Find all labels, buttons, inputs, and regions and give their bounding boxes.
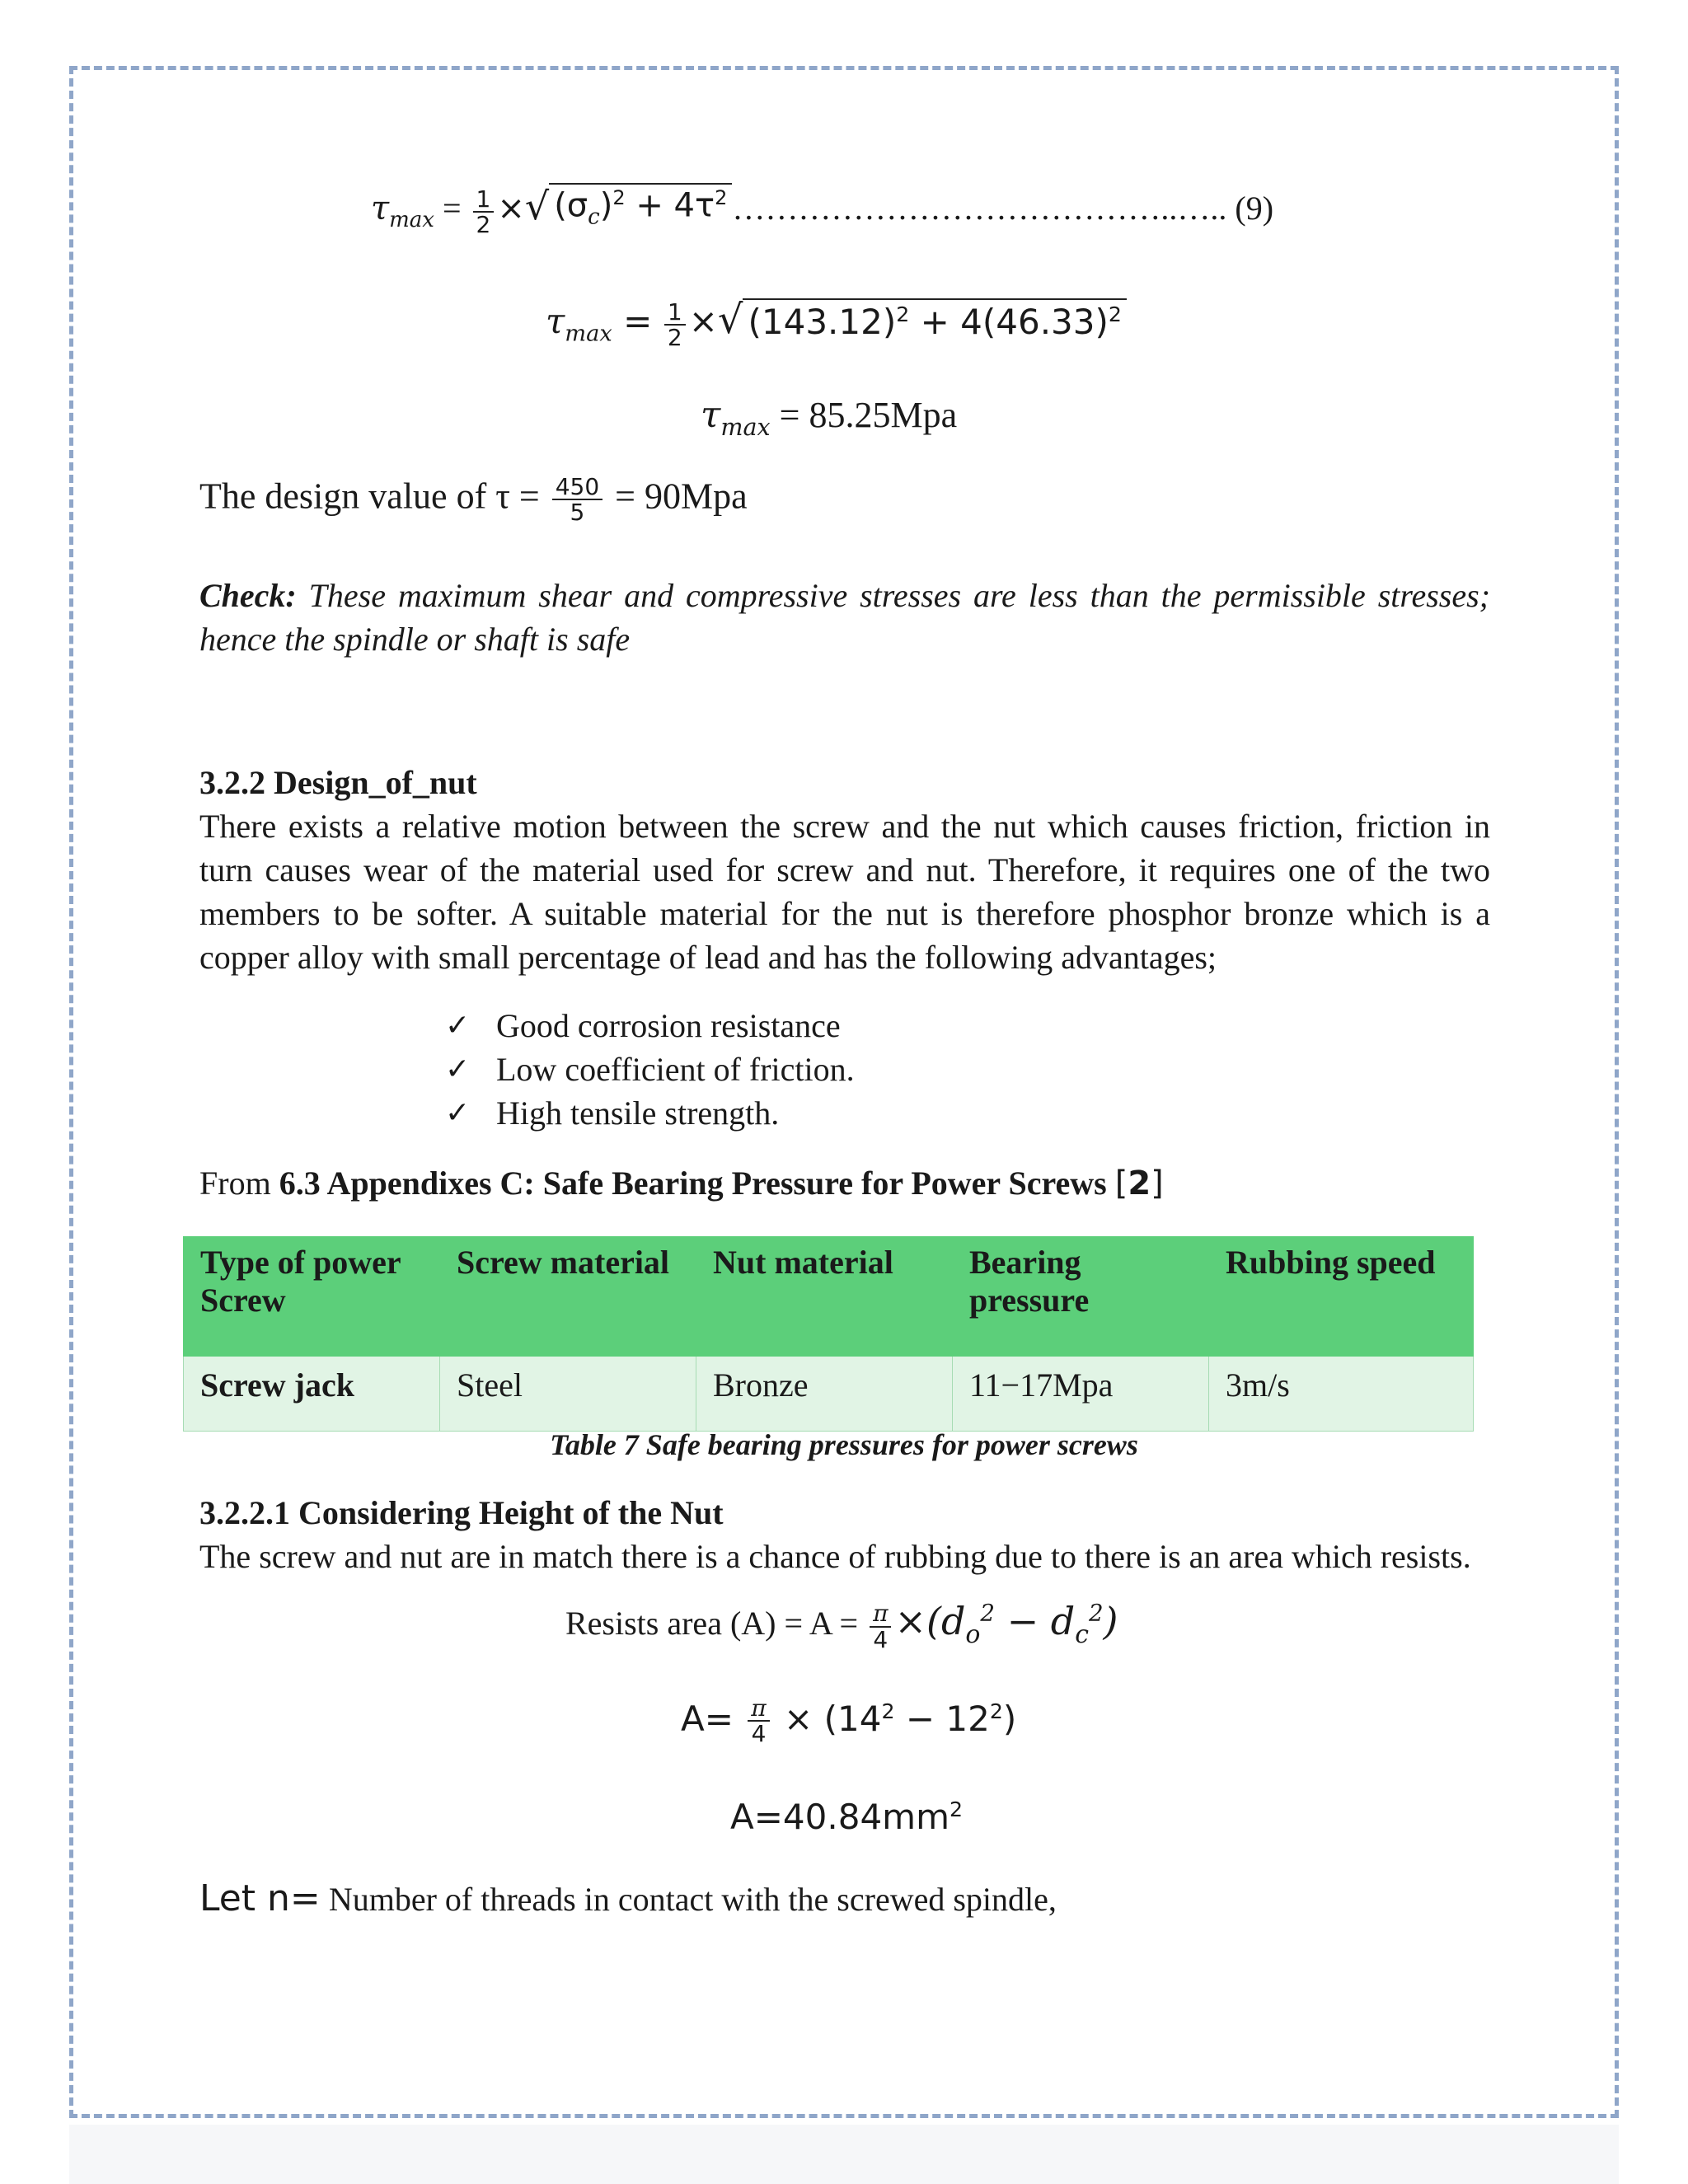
header-label: Type of power Screw: [200, 1244, 401, 1319]
cell-screw-material: Steel: [440, 1357, 696, 1432]
area-label: Resists area (A) = A =: [565, 1605, 859, 1642]
equation-tau-result: [701, 394, 957, 441]
fraction-denominator: 4: [751, 1720, 767, 1748]
fraction-denominator: 5: [570, 499, 585, 527]
radicand-paren-close: ): [599, 186, 613, 225]
checkmark-icon: ✓: [445, 1009, 471, 1043]
let-n-line: [199, 1877, 1057, 1919]
area2-exponent-a: 2: [881, 1699, 895, 1723]
fraction: [748, 1696, 769, 1746]
table-row: [184, 1357, 1474, 1432]
radicand-exponent-a: 2: [612, 186, 626, 209]
fraction-numerator: 450: [552, 475, 603, 500]
citation-bracket-open: [: [1114, 1165, 1128, 1202]
header-nut-material: [696, 1237, 953, 1357]
fraction: [473, 187, 495, 237]
radicand-term-a: (143.12): [748, 301, 897, 342]
fraction-numerator: π: [748, 1696, 769, 1722]
header-bearing-pressure: [953, 1237, 1209, 1357]
fraction-denominator: 4: [873, 1625, 889, 1653]
advantage-text: Good corrosion resistance: [496, 1007, 841, 1044]
tau-symbol: τ: [371, 190, 390, 228]
area-expression: [894, 1599, 1118, 1650]
section-heading-height-of-nut: 3.2.2.1 Considering Height of the Nut: [199, 1494, 724, 1531]
tau-subscript: max: [565, 321, 612, 347]
header-label: Nut material: [713, 1244, 893, 1281]
design-value-result: = 90Mpa: [615, 476, 748, 517]
tau-symbol: τ: [701, 394, 721, 436]
area2-exponent-b: 2: [989, 1699, 1003, 1723]
header-label: Screw material: [457, 1244, 670, 1281]
check-paragraph: [199, 574, 1490, 661]
area-expr-minus: − d: [994, 1599, 1076, 1643]
tau-subscript: max: [720, 412, 771, 441]
sigma-subscript: c: [588, 204, 600, 230]
equation-9: [371, 183, 1273, 237]
checkmark-icon: ✓: [445, 1096, 471, 1130]
list-item: [445, 1047, 855, 1091]
fraction: [870, 1601, 891, 1652]
area-expr-open: ×(d: [894, 1599, 966, 1643]
appendix-title: 6.3 Appendixes C: Safe Bearing Pressure for Power Screws: [279, 1165, 1115, 1202]
radicand-exponent-a: 2: [896, 302, 910, 326]
area-expr-close: ): [1103, 1599, 1118, 1643]
advantage-text: Low coefficient of friction.: [496, 1051, 855, 1088]
header-label: Rubbing speed: [1226, 1244, 1436, 1281]
tau-result-value: = 85.25Mpa: [770, 395, 958, 435]
appendix-reference: [199, 1164, 1164, 1202]
radicand: [743, 298, 1126, 342]
cell-rubbing-speed: 3m/s: [1209, 1357, 1474, 1432]
equation-resisting-area: [565, 1599, 1118, 1652]
page-bottom-margin: [69, 2125, 1619, 2184]
appendix-prefix: From: [199, 1165, 279, 1202]
outer-diameter-exponent: 2: [980, 1599, 995, 1627]
list-item: [445, 1004, 855, 1047]
check-label: Check:: [199, 577, 297, 614]
area-result-exponent: 2: [950, 1797, 964, 1821]
fraction-denominator: 2: [667, 324, 682, 352]
tau-symbol: τ: [546, 301, 565, 341]
times-sign: ×: [497, 190, 525, 228]
design-of-nut-paragraph: There exists a relative motion between the screw and the nut which causes friction, friction in turn causes wear of the material used for screw and nut. Therefore, it requires one of the two members to be softer. A suitable material for the nut is therefore phosphor bronze which is a copper alloy with small percentage of lead and has the following advantages;: [199, 808, 1490, 976]
radicand: [549, 183, 732, 229]
equals-sign: =: [612, 301, 653, 341]
square-root: [525, 183, 733, 229]
advantages-list: [445, 1004, 855, 1135]
fraction-numerator: 1: [664, 300, 686, 326]
area-result: A=40.84mm: [730, 1797, 950, 1837]
equals-sign: =: [442, 190, 462, 227]
header-screw-material: [440, 1237, 696, 1357]
let-n-prefix: Let n=: [199, 1877, 321, 1919]
let-n-text: Number of threads in contact with the screwed spindle,: [320, 1881, 1057, 1918]
design-value-line: [199, 475, 748, 525]
area2-close: ): [1002, 1698, 1017, 1739]
area2-lhs: A=: [681, 1698, 734, 1739]
citation-bracket-close: ]: [1151, 1165, 1164, 1202]
cell-nut-material: Bronze: [696, 1357, 953, 1432]
header-label: Bearing pressure: [969, 1244, 1090, 1319]
equation-area-substituted: [681, 1696, 1016, 1746]
check-text: These maximum shear and compressive stresses are less than the permissible stresses; hence the spindle or shaft is safe: [199, 577, 1490, 658]
equation-number: (9): [1235, 190, 1274, 227]
fraction-numerator: 1: [473, 187, 495, 213]
core-diameter-exponent: 2: [1088, 1599, 1104, 1627]
citation-number: 2: [1128, 1165, 1151, 1202]
section-heading-design-of-nut: 3.2.2 Design_of_nut: [199, 764, 477, 801]
area2-term-a: × (14: [772, 1698, 882, 1739]
height-of-nut-paragraph: The screw and nut are in match there is a chance of rubbing due to there is an area which resists.: [199, 1538, 1471, 1575]
leader-dots: …………………………………..…..: [732, 190, 1227, 227]
times-sign: ×: [688, 301, 718, 341]
equation-tau-substituted: [546, 297, 1127, 350]
radicand-term-a: (σ: [554, 186, 588, 225]
radicand-term-b: + 4τ: [625, 186, 715, 225]
checkmark-icon: ✓: [445, 1052, 471, 1086]
radicand-term-b: + 4(46.33): [909, 301, 1109, 342]
radicand-exponent-b: 2: [715, 186, 728, 209]
header-type-of-power-screw: [184, 1237, 440, 1357]
design-value-prefix: The design value of τ =: [199, 476, 540, 517]
square-root: [718, 297, 1127, 343]
table-caption: Table 7 Safe bearing pressures for power screws: [550, 1428, 1138, 1461]
bearing-pressure-table: [183, 1236, 1474, 1432]
fraction: [552, 475, 603, 525]
radical-sign-icon: √: [524, 184, 550, 229]
advantage-text: High tensile strength.: [496, 1094, 780, 1132]
equation-area-result: [730, 1797, 963, 1837]
radical-sign-icon: √: [717, 297, 743, 343]
cell-bearing-pressure: 11−17Mpa: [953, 1357, 1209, 1432]
area2-term-b: − 12: [894, 1698, 990, 1739]
tau-subscript: max: [389, 208, 434, 233]
fraction-denominator: 2: [476, 210, 491, 238]
outer-diameter-subscript: o: [965, 1620, 981, 1650]
list-item: [445, 1091, 855, 1135]
fraction-numerator: π: [870, 1601, 891, 1627]
cell-type: Screw jack: [184, 1357, 440, 1432]
table-header-row: [184, 1237, 1474, 1357]
fraction: [664, 300, 686, 350]
core-diameter-subscript: c: [1075, 1620, 1089, 1650]
radicand-exponent-b: 2: [1108, 302, 1122, 326]
header-rubbing-speed: [1209, 1237, 1474, 1357]
